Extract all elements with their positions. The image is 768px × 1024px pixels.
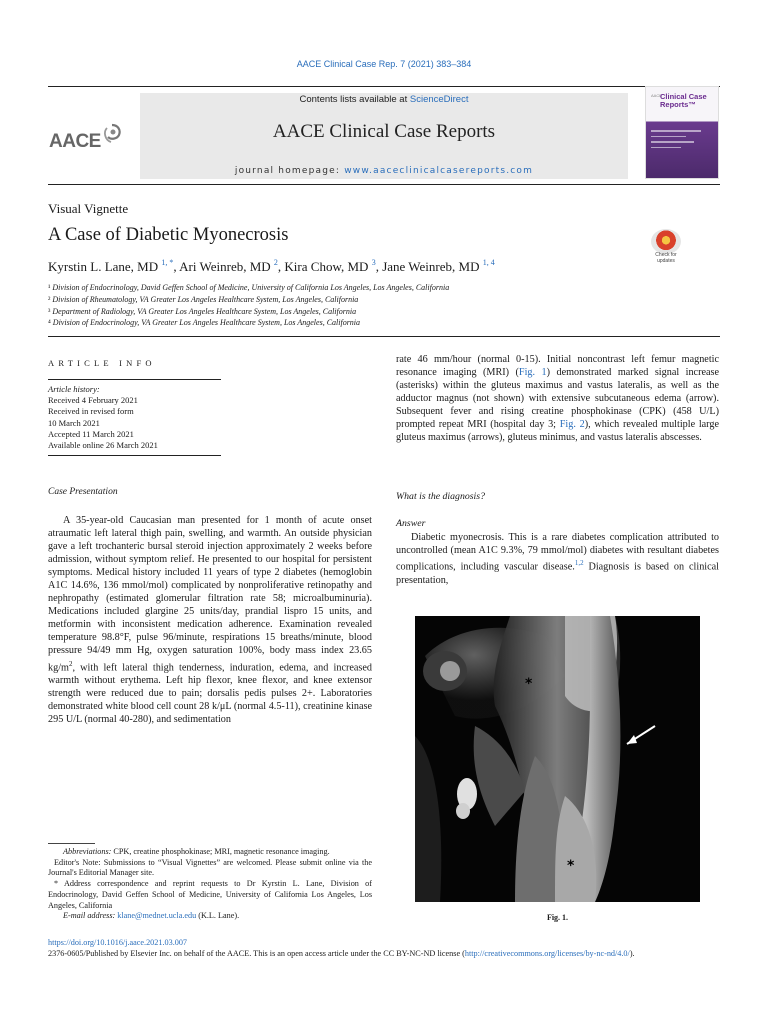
correspondence-note: * Address correspondence and reprint requests to Dr Kyrstin L. Lane, Division of Endocrinology, David Geffen School of Medicine, University of California Los Angeles, Los Angeles, California xyxy=(48,879,372,910)
license-statement: 2376-0605/Published by Elsevier Inc. on behalf of the AACE. This is an open access article under the CC BY-NC-ND license (http://creativecommons.org/licenses/by-nc-nd/4.0/). xyxy=(48,949,635,958)
answer-heading: Answer xyxy=(396,518,426,529)
mri-figure xyxy=(415,616,700,902)
case-presentation-heading: Case Presentation xyxy=(48,487,118,497)
author-affil-link[interactable]: 1, * xyxy=(161,258,174,267)
doi-link[interactable]: https://doi.org/10.1016/j.aace.2021.03.007 xyxy=(48,938,188,947)
aace-logo xyxy=(48,122,138,158)
sciencedirect-link[interactable]: ScienceDirect xyxy=(409,94,469,105)
article-info-bottom-rule xyxy=(48,455,221,456)
cover-brand: AACE xyxy=(651,93,662,98)
email-line: E-mail address: klane@mednet.ucla.edu (K.L. Lane). xyxy=(63,911,240,921)
reference-link[interactable]: 1,2 xyxy=(574,559,584,568)
editor-note: Editor's Note: Submissions to “Visual Vignettes” are welcomed. Please submit online via the Journal's Editorial Manager site. xyxy=(48,857,372,878)
title-bottom-rule xyxy=(48,336,720,337)
asterisk-marker: * xyxy=(567,858,575,874)
journal-citation[interactable]: AACE Clinical Case Rep. 7 (2021) 383–384 xyxy=(296,59,472,69)
affiliation: ³ Department of Radiology, VA Greater Los Angeles Healthcare System, Los Angeles, California xyxy=(48,306,357,316)
cover-decoration xyxy=(651,130,701,152)
header-bottom-rule xyxy=(48,184,720,185)
aace-swirl-icon xyxy=(100,122,124,146)
article-info-rule xyxy=(48,379,221,380)
case-presentation-text: A 35-year-old Caucasian man presented for 1 month of acute onset atraumatic left lateral thigh pain, swelling, and warmth. An outside physician gave a left trochanteric bursal steroid injection approximately 2 weeks before admission, without symptom relief. He presented to our hospital for persistent symptoms. Medical history included 11 years of type 2 diabetes (hemoglobin A1C 14.6%, 136 mmol/mol) complicated by nonproliferative retinopathy and nephropathy (estimated glomerular filtration rate 58; microalbuminuria). Medications included glargine 25 units/day, prandial lispro 15 units, and metformin with inconsistent medication adherence. Examination revealed temperature 98.8°F, pulse 96/minute, respirations 15 breaths/minute, blood pressure 94/49 mm Hg, oxygen saturation 100%, body mass index 23.65 $kg/m^2$, with left lateral thigh tenderness, induration, edema, and increased warmth without erythema. Left hip flexor, knee flexor, and knee extensor strength were reduced due to pain; dorsalis pedis pulses 2+. Laboratories demonstrated white blood cell count 28 k/μL (normal 4.5-11), creatinine kinase 295 U/L (normal 40-280), and sedimentation xyxy=(48,515,372,726)
check-updates-label: Check for updates xyxy=(655,252,677,264)
journal-cover-thumbnail[interactable] xyxy=(645,86,719,179)
contents-available-line: Contents lists available at ScienceDirect xyxy=(299,94,469,105)
abbreviations-note: Abbreviations: CPK, creatine phosphokinase; MRI, magnetic resonance imaging. xyxy=(63,847,330,856)
answer-text: Diabetic myonecrosis. This is a rare diabetes complication attributed to uncontrolled (mean A1C 9.3%, 79 mmol/mol) diabetes with resultant diabetes complications, including vascular disease.$^{1,2}$ Diagnosis is based on clinical presentation, xyxy=(396,532,719,586)
author-list: Kyrstin L. Lane, MD $^{1, *}$, Ari Weinreb, MD $^2$, Kira Chow, MD $^3$, Jane Weinreb, MD $^{1, 4}$ xyxy=(48,258,495,274)
author-affil-link[interactable]: 1, 4 xyxy=(482,258,495,267)
article-history: Article history: Received 4 February 2021 Received in revised form 10 March 2021 Accepted 11 March 2021 Available online 26 March 2021 xyxy=(48,384,158,451)
email-link[interactable]: klane@mednet.ucla.edu xyxy=(117,911,197,921)
affiliation: ¹ Division of Endocrinology, David Geffen School of Medicine, University of California Los Angeles, Los Angeles, California xyxy=(48,283,450,292)
diagnosis-question: What is the diagnosis? xyxy=(396,491,485,502)
journal-homepage-link[interactable]: www.aaceclinicalcasereports.com xyxy=(344,166,534,176)
mri-image xyxy=(415,616,700,902)
asterisk-marker: * xyxy=(525,676,533,692)
article-section: Visual Vignette xyxy=(48,201,129,216)
affiliation: ⁴ Division of Endocrinology, VA Greater Los Angeles Healthcare System, Los Angeles, California xyxy=(48,318,361,328)
check-for-updates-badge[interactable] xyxy=(648,229,684,267)
case-continued-text: rate 46 mm/hour (normal 0-15). Initial noncontrast left femur magnetic resonance imaging (MRI) (Fig. 1) demonstrated marked signal increase (asterisks) within the gluteus maximus and vastus lateralis, as well as the adductor magnus (not shown) with extensive subcutaneous edema (arrow). Subsequent fever and rising creatine phosphokinase (CPK) (458 U/L) prompted repeat MRI (hospital day 3; Fig. 2), which revealed multiple large gluteus maximus (arrows), gluteus minimus, and vastus lateralis abscesses. xyxy=(396,354,719,444)
header-top-rule xyxy=(48,86,720,87)
aace-logo-text: AACE xyxy=(49,131,101,152)
author-affil-link[interactable]: 2 xyxy=(273,258,278,267)
fig1-link[interactable]: Fig. 1 xyxy=(518,367,547,379)
footnote-rule xyxy=(48,843,95,844)
fig2-link[interactable]: Fig. 2 xyxy=(559,419,585,431)
affiliations xyxy=(48,282,449,329)
journal-homepage-line: journal homepage: www.aaceclinicalcasereports.com xyxy=(234,166,534,176)
affiliation: ² Division of Rheumatology, VA Greater Los Angeles Healthcare System, Los Angeles, California xyxy=(48,294,359,304)
footnotes xyxy=(48,847,372,922)
license-link[interactable]: http://creativecommons.org/licenses/by-nc-nd/4.0/ xyxy=(464,949,630,958)
cover-title: Clinical Case Reports™ xyxy=(660,92,707,109)
author-affil-link[interactable]: 3 xyxy=(371,258,376,267)
journal-title: AACE Clinical Case Reports xyxy=(272,121,496,142)
figure-caption: Fig. 1. xyxy=(546,913,569,922)
article-title: A Case of Diabetic Myonecrosis xyxy=(48,225,289,245)
check-updates-icon xyxy=(651,229,681,254)
article-info-heading: ARTICLE INFO xyxy=(48,358,156,368)
